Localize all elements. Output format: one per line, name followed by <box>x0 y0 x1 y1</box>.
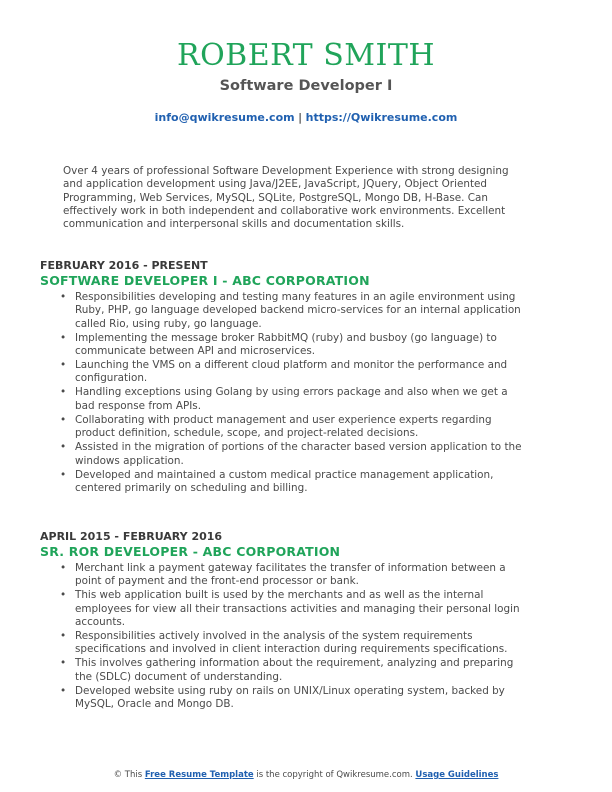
profile-summary: Over 4 years of professional Software Development Experience with strong designing and application development using Java/J2EE, JavaScript, JQuery, Object Oriented Programming, Web Services, MySQL, SQLite, PostgreSQL, Mongo DB, H-Base. Can effectively work in both independent and collaborative work environments. Excellent communication and interpersonal skills and documentation skills. <box>63 165 509 231</box>
job-entry-1 <box>40 259 540 496</box>
job-responsibilities <box>40 291 540 495</box>
email-link[interactable]: info@qwikresume.com <box>154 111 295 124</box>
footer-prefix: © This <box>113 770 143 780</box>
job-dates: APRIL 2015 - FEBRUARY 2016 <box>40 530 223 543</box>
list-item: • Assisted in the migration of portions of the character based version application to the windows application. <box>40 441 527 468</box>
job-title: SOFTWARE DEVELOPER I - ABC CORPORATION <box>40 273 370 288</box>
job-responsibilities <box>40 562 540 711</box>
list-item: • Responsibilities developing and testing many features in an agile environment using Ruby, PHP, go language developed backend micro-services for an internal application called Rio, using ruby, go language. <box>40 291 527 331</box>
contact-line <box>0 111 612 124</box>
job-dates: FEBRUARY 2016 - PRESENT <box>40 259 208 272</box>
candidate-name: ROBERT SMITH <box>176 38 436 73</box>
candidate-title: Software Developer I <box>219 78 393 94</box>
copyright-footer <box>0 770 612 780</box>
list-item: • Developed website using ruby on rails on UNIX/Linux operating system, backed by MySQL, Oracle and Mongo DB. <box>40 685 527 712</box>
list-item: • Responsibilities actively involved in the analysis of the system requirements specifications and involved in client interaction during requirements specifications. <box>40 630 527 657</box>
usage-guidelines-link[interactable]: Usage Guidelines <box>415 770 499 780</box>
list-item: • Implementing the message broker RabbitMQ (ruby) and busboy (go language) to communicate between API and microservices. <box>40 332 527 359</box>
contact-separator: | <box>298 111 303 124</box>
website-link[interactable]: https://Qwikresume.com <box>305 111 458 124</box>
list-item: • This involves gathering information about the requirement, analyzing and preparing the (SDLC) document of understanding. <box>40 657 527 684</box>
list-item: • Handling exceptions using Golang by using errors package and also when we get a bad response from APIs. <box>40 386 527 413</box>
footer-middle: is the copyright of Qwikresume.com. <box>256 770 413 780</box>
job-entry-2 <box>40 530 540 712</box>
list-item: • Merchant link a payment gateway facilitates the transfer of information between a point of payment and the front-end processor or bank. <box>40 562 527 589</box>
list-item: • This web application built is used by the merchants and as well as the internal employees for view all their transactions activities and managing their personal login accounts. <box>40 589 527 629</box>
list-item: • Collaborating with product management and user experience experts regarding product definition, schedule, scope, and project-related decisions. <box>40 414 527 441</box>
free-resume-template-link[interactable]: Free Resume Template <box>144 770 254 780</box>
list-item: • Developed and maintained a custom medical practice management application, centered primarily on scheduling and billing. <box>40 469 527 496</box>
list-item: • Launching the VMS on a different cloud platform and monitor the performance and configuration. <box>40 359 527 386</box>
job-title: SR. ROR DEVELOPER - ABC CORPORATION <box>40 544 341 559</box>
